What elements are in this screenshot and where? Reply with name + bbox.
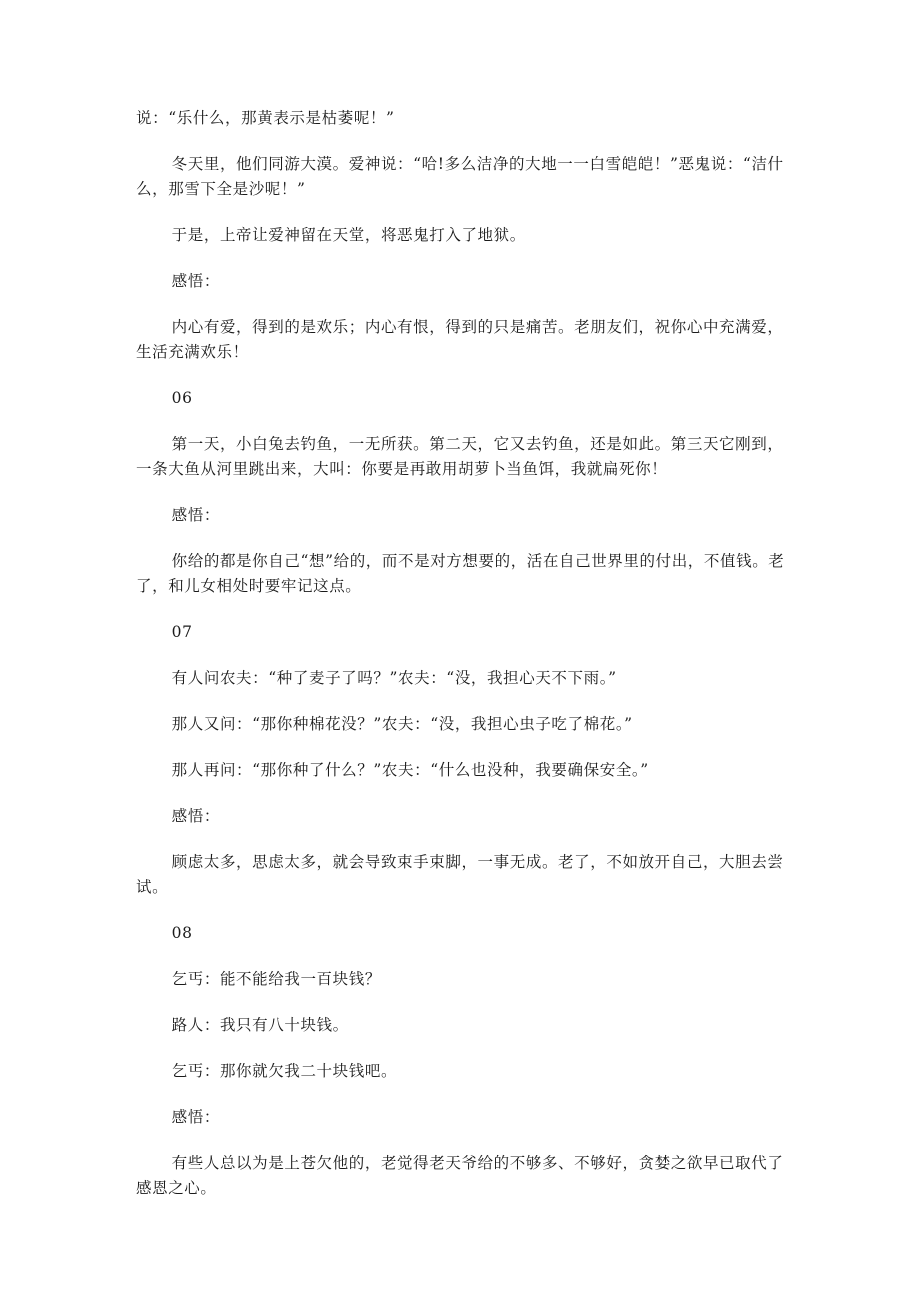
insight-label: 感悟： (171, 272, 220, 290)
section-number-07: 07 (171, 623, 193, 641)
story-farmer-line-2: 那人又问：“那你种棉花没？”农夫：“没，我担心虫子吃了棉花。” (171, 715, 633, 733)
insight-label: 感悟： (171, 807, 220, 825)
insight-text: 你给的都是你自己“想”给的，而不是对方想要的，活在自己世界里的付出，不值钱。老了，和儿女相处时要牢记这点。 (136, 552, 785, 595)
paragraph-winter-desert: 冬天里，他们同游大漠。爱神说：“哈!多么洁净的大地一一白雪皑皑！”恶鬼说：“洁什么，那雪下全是沙呢！” (136, 155, 784, 198)
paragraph-heaven-hell: 于是，上帝让爱神留在天堂，将恶鬼打入了地狱。 (171, 226, 526, 244)
story-beggar-line-1: 乞丐：能不能给我一百块钱？ (171, 970, 381, 988)
section-number-06: 06 (171, 389, 193, 407)
insight-label: 感悟： (171, 1108, 220, 1126)
story-beggar-line-3: 乞丐：那你就欠我二十块钱吧。 (171, 1062, 398, 1080)
story-rabbit-fishing: 第一天，小白兔去钓鱼，一无所获。第二天，它又去钓鱼，还是如此。第三天它刚到，一条大鱼从河里跳出来，大叫：你要是再敢用胡萝卜当鱼饵，我就扁死你！ (136, 435, 784, 478)
insight-text: 内心有爱，得到的是欢乐；内心有恨，得到的只是痛苦。老朋友们，祝你心中充满爱，生活充满欢乐！ (136, 318, 784, 361)
story-beggar-line-2: 路人：我只有八十块钱。 (171, 1016, 349, 1034)
insight-text: 顾虑太多，思虑太多，就会导致束手束脚，一事无成。老了，不如放开自己，大胆去尝试。 (136, 853, 784, 896)
paragraph-continuation: 说：“乐什么，那黄表示是枯萎呢！” (136, 109, 395, 127)
story-farmer-line-1: 有人问农夫：“种了麦子了吗？”农夫：“没，我担心天不下雨。” (171, 669, 617, 687)
insight-label: 感悟： (171, 506, 220, 524)
insight-text: 有些人总以为是上苍欠他的，老觉得老天爷给的不够多、不够好，贪婪之欲早已取代了感恩之心。 (136, 1154, 784, 1197)
section-number-08: 08 (171, 924, 193, 942)
document-body (136, 106, 788, 1222)
story-farmer-line-3: 那人再问：“那你种了什么？”农夫：“什么也没种，我要确保安全。” (171, 761, 649, 779)
